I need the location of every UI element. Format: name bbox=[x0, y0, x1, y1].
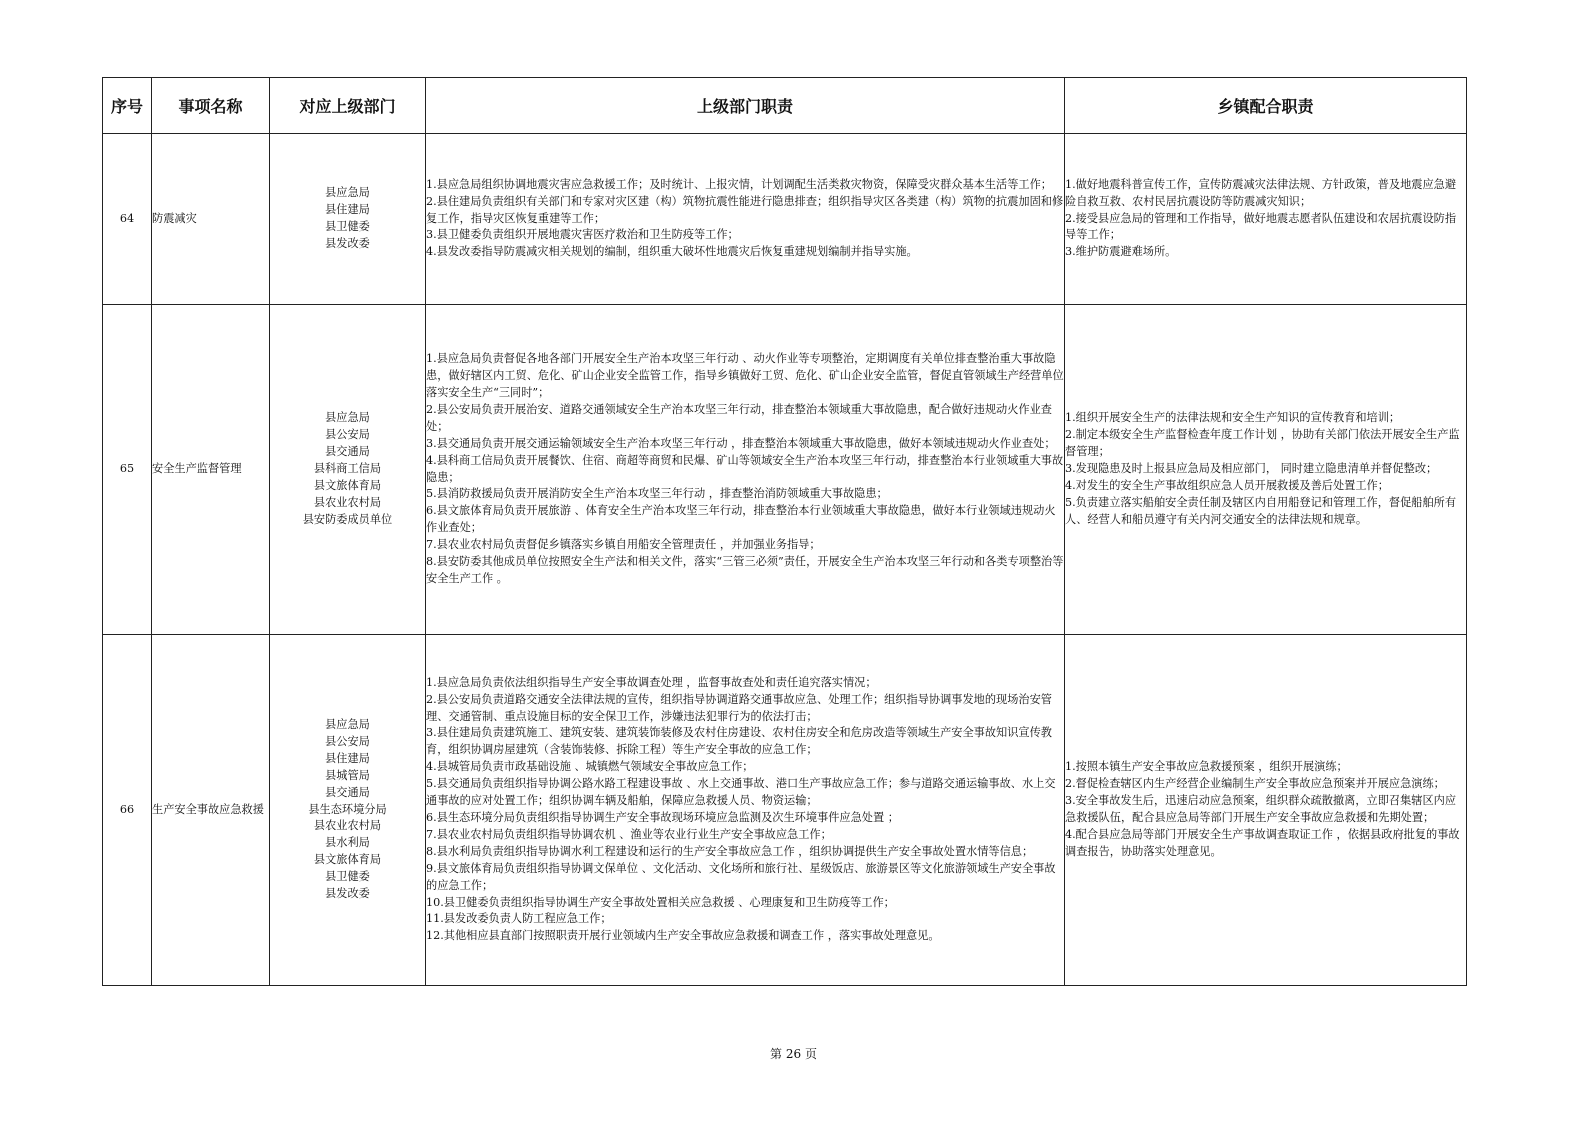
dept-line: 县水利局 bbox=[325, 836, 370, 850]
dept-line: 县发改委 bbox=[325, 236, 370, 250]
duty-line: 2.县住建局负责组织有关部门和专家对灾区建（构）筑物抗震性能进行隐患排查；组织指导灾区各类建（构）筑物的抗震加固和修复工作，指导灾区恢复重建等工作； bbox=[426, 194, 1064, 225]
dept-line: 县公安局 bbox=[325, 428, 370, 442]
duty-line: 4.县科商工信局负责开展餐饮、住宿、商超等商贸和民爆、矿山等领域安全生产治本攻坚三年行动，排查整治本行业领域重大事故隐患； bbox=[426, 453, 1064, 484]
table-row bbox=[103, 134, 1467, 305]
row-town-duties bbox=[1065, 635, 1467, 986]
duty-line: 1.按照本镇生产安全事故应急救援预案 ，组织开展演练； bbox=[1065, 760, 1348, 774]
dept-line: 县卫健委 bbox=[325, 870, 370, 884]
dept-line: 县文旅体育局 bbox=[313, 853, 382, 867]
duty-line: 7.县农业农村局负责督促乡镇落实乡镇自用船安全管理责任 ，并加强业务指导； bbox=[426, 538, 821, 552]
duty-line: 6.县文旅体育局负责开展旅游 、体育安全生产治本攻坚三年行动，排查整治本行业领域重大事故隐患，做好本行业领域违规动火作业查处； bbox=[426, 504, 1056, 535]
dept-line: 县农业农村局 bbox=[313, 495, 382, 509]
duty-line: 4.县发改委指导防震减灾相关规划的编制，组织重大破坏性地震灾后恢复重建规划编制并指导实施。 bbox=[426, 245, 918, 259]
dept-line: 县住建局 bbox=[325, 203, 370, 217]
row-serial-no: 64 bbox=[103, 134, 152, 305]
dept-line: 县文旅体育局 bbox=[313, 478, 382, 492]
duty-line: 1.县应急局负责督促各地各部门开展安全生产治本攻坚三年行动 、动火作业等专项整治，定期调度有关单位排查整治重大事故隐患，做好辖区内工贸、危化、矿山企业安全监管工作，指导乡镇做好工贸、危化、矿山企业安全监管，督促直管领域生产经营单位落实安全生产“三同时”； bbox=[426, 352, 1064, 399]
dept-line: 县生态环境分局 bbox=[308, 802, 387, 816]
responsibility-table bbox=[102, 77, 1467, 986]
duty-line: 3.县交通局负责开展交通运输领域安全生产治本攻坚三年行动 ，排查整治本领域重大事故隐患，做好本领域违规动火作业查处； bbox=[426, 436, 1056, 450]
row-item-name: 防震减灾 bbox=[152, 134, 270, 305]
dept-line: 县安防委成员单位 bbox=[302, 512, 393, 526]
duty-line: 5.负责建立落实船舶安全责任制及辖区内自用船登记和管理工作，督促船舶所有人、经营人和船员遵守有关内河交通安全的法律法规和规章。 bbox=[1065, 495, 1457, 526]
duty-line: 3.维护防震避难场所。 bbox=[1065, 245, 1177, 259]
duty-line: 3.发现隐患及时上报县应急局及相应部门， 同时建立隐患清单并督促整改； bbox=[1065, 462, 1438, 476]
duty-line: 5.县消防救援局负责开展消防安全生产治本攻坚三年行动 ，排查整治消防领域重大事故隐患； bbox=[426, 487, 888, 501]
header-item-name: 事项名称 bbox=[152, 78, 270, 134]
duty-line: 10.县卫健委负责组织指导协调生产安全事故处置相关应急救援 、心理康复和卫生防疫等工作； bbox=[426, 895, 895, 909]
duty-line: 11.县发改委负责人防工程应急工作； bbox=[426, 912, 612, 926]
duty-line: 3.县卫健委负责组织开展地震灾害医疗救治和卫生防疫等工作； bbox=[426, 228, 739, 242]
row-item-name: 生产安全事故应急救援 bbox=[152, 635, 270, 986]
row-depts bbox=[270, 134, 426, 305]
duty-line: 1.县应急局负责依法组织指导生产安全事故调查处理 ，监督事故查处和责任追究落实情况； bbox=[426, 675, 877, 689]
duty-line: 1.县应急局组织协调地震灾害应急救援工作；及时统计、上报灾情，计划调配生活类救灾物资，保障受灾群众基本生活等工作； bbox=[426, 177, 1052, 191]
table-row bbox=[103, 635, 1467, 986]
duty-line: 6.县生态环境分局负责组织指导协调生产安全事故现场环境应急监测及次生环境事件应急处置 ； bbox=[426, 811, 899, 824]
duty-line: 8.县水利局负责组织指导协调水利工程建设和运行的生产安全事故应急工作 ，组织协调提供生产安全事故处置水情等信息； bbox=[426, 844, 1034, 858]
dept-line: 县交通局 bbox=[325, 785, 370, 799]
duty-line: 2.县公安局负责开展治安、道路交通领域安全生产治本攻坚三年行动，排查整治本领域重大事故隐患，配合做好违规动火作业查处； bbox=[426, 402, 1052, 433]
dept-line: 县应急局 bbox=[325, 186, 370, 200]
page-number: 第 26 页 bbox=[770, 1047, 817, 1061]
row-serial-no: 66 bbox=[103, 635, 152, 986]
dept-line: 县交通局 bbox=[325, 445, 370, 459]
duty-line: 2.接受县应急局的管理和工作指导，做好地震志愿者队伍建设和农居抗震设防指导等工作； bbox=[1065, 211, 1457, 242]
header-town-duties: 乡镇配合职责 bbox=[1065, 78, 1467, 134]
row-item-name: 安全生产监督管理 bbox=[152, 305, 270, 635]
dept-line: 县应急局 bbox=[325, 718, 370, 732]
row-superior-duties bbox=[426, 134, 1065, 305]
dept-line: 县公安局 bbox=[325, 734, 370, 748]
duty-line: 2.制定本级安全生产监督检查年度工作计划 ，协助有关部门依法开展安全生产监督管理； bbox=[1065, 428, 1460, 459]
header-superior-dept: 对应上级部门 bbox=[270, 78, 426, 134]
dept-line: 县卫健委 bbox=[325, 220, 370, 233]
duty-line: 8.县安防委其他成员单位按照安全生产法和相关文件，落实“三管三必须”责任，开展安全生产治本攻坚三年行动和各类专项整治等安全生产工作 。 bbox=[426, 555, 1064, 585]
row-serial-no: 65 bbox=[103, 305, 152, 635]
duty-line: 1.组织开展安全生产的法律法规和安全生产知识的宣传教育和培训； bbox=[1065, 411, 1401, 425]
row-town-duties bbox=[1065, 305, 1467, 635]
dept-line: 县应急局 bbox=[325, 411, 370, 425]
duty-line: 9.县文旅体育局负责组织指导协调文保单位 、文化活动、文化场所和旅行社、星级饭店、旅游景区等文化旅游领域生产安全事故的应急工作； bbox=[426, 861, 1056, 892]
dept-line: 县城管局 bbox=[325, 768, 370, 782]
duty-line: 2.县公安局负责道路交通安全法律法规的宣传，组织指导协调道路交通事故应急、处理工作；组织指导协调事发地的现场治安管理、交通管制、重点设施目标的安全保卫工作，涉嫌违法犯罪行为的依法打击； bbox=[426, 692, 1052, 723]
row-superior-duties bbox=[426, 305, 1065, 635]
duty-line: 3.安全事故发生后，迅速启动应急预案，组织群众疏散撤离，立即召集辖区内应急救援队伍，配合县应急局等部门开展生产安全事故应急救援和先期处置； bbox=[1065, 794, 1457, 824]
row-superior-duties bbox=[426, 635, 1065, 986]
dept-line: 县发改委 bbox=[325, 887, 370, 901]
duty-line: 12.其他相应县直部门按照职责开展行业领域内生产安全事故应急救援和调查工作 ，落实事故处理意见。 bbox=[426, 929, 940, 943]
duty-line: 7.县农业农村局负责组织指导协调农机 、渔业等农业行业生产安全事故应急工作； bbox=[426, 827, 832, 841]
row-depts bbox=[270, 635, 426, 986]
dept-line: 县科商工信局 bbox=[313, 462, 382, 476]
dept-line: 县农业农村局 bbox=[313, 819, 382, 833]
duty-line: 1.做好地震科普宣传工作，宣传防震减灾法律法规、方针政策，普及地震应急避险自救互救、农村民居抗震设防等防震减灾知识； bbox=[1065, 177, 1457, 208]
table-row bbox=[103, 305, 1467, 635]
header-superior-duties: 上级部门职责 bbox=[426, 78, 1065, 134]
duty-line: 5.县交通局负责组织指导协调公路水路工程建设事故 、水上交通事故、港口生产事故应急工作；参与道路交通运输事故、水上交通事故的应对处置工作；组织协调车辆及船舶，保障应急救援人员、物资运输； bbox=[426, 777, 1056, 808]
duty-line: 4.县城管局负责市政基础设施 、城镇燃气领域安全事故应急工作； bbox=[426, 760, 754, 774]
table-header-row bbox=[103, 78, 1467, 134]
duty-line: 3.县住建局负责建筑施工、建筑安装、建筑装饰装修及农村住房建设、农村住房安全和危房改造等领域生产安全事故知识宣传教育，组织协调房屋建筑（含装饰装修、拆除工程）等生产安全事故的应急工作； bbox=[426, 726, 1052, 757]
duty-line: 2.督促检查辖区内生产经营企业编制生产安全事故应急预案并开展应急演练； bbox=[1065, 777, 1445, 791]
duty-line: 4.配合县应急局等部门开展安全生产事故调查取证工作 ，依据县政府批复的事故调查报告，协助落实处理意见。 bbox=[1065, 827, 1460, 858]
duty-line: 4.对发生的安全生产事故组织应急人员开展救援及善后处置工作； bbox=[1065, 478, 1389, 492]
dept-line: 县住建局 bbox=[325, 751, 370, 765]
row-depts bbox=[270, 305, 426, 635]
row-town-duties bbox=[1065, 134, 1467, 305]
header-serial-no: 序号 bbox=[103, 78, 152, 134]
